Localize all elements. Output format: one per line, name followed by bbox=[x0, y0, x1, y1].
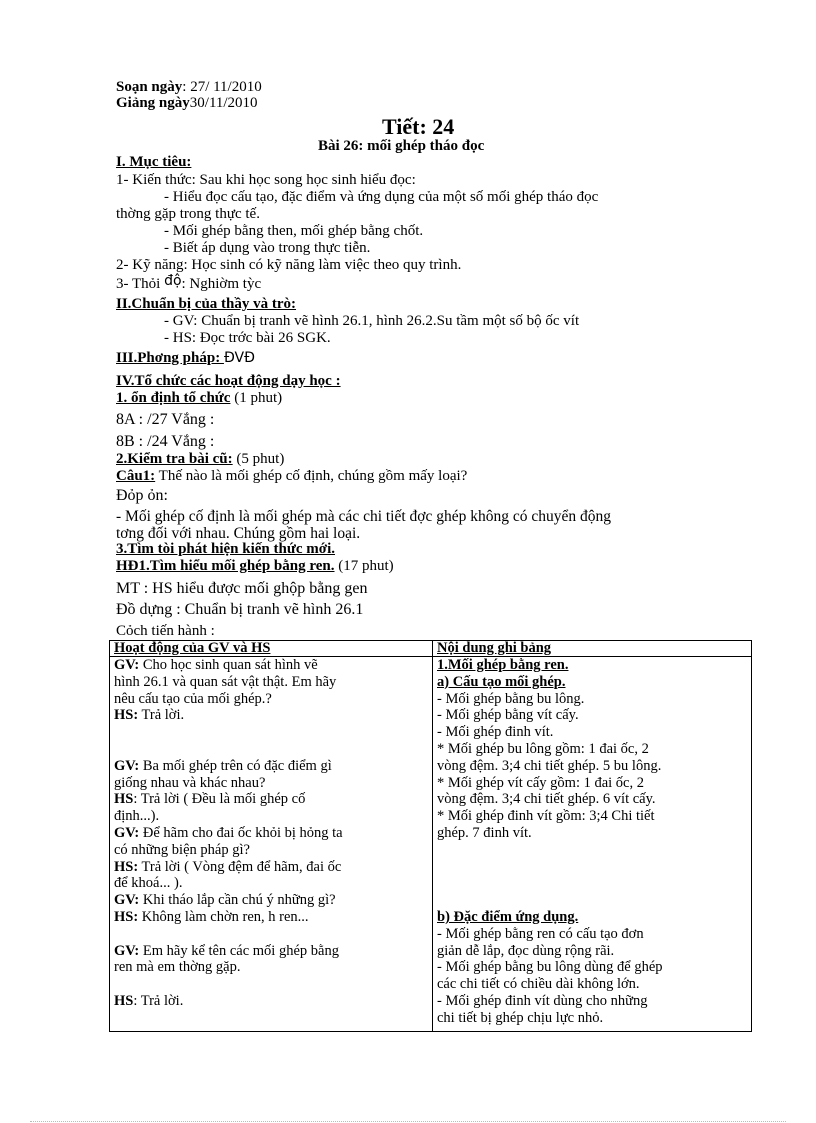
new-knowledge-heading: 3.Tìm tòi phát hiện kiến thức mới. bbox=[116, 541, 335, 557]
method-heading: III.Phơng pháp: bbox=[116, 350, 224, 366]
activity-line bbox=[114, 909, 428, 926]
prep-label: Soạn ngày bbox=[116, 79, 183, 95]
procedure-line: Cỏch tiến hành : bbox=[116, 623, 215, 639]
table-header-activities: Hoạt động của GV và HS bbox=[110, 641, 433, 657]
preparation-hs: - HS: Đọc trớc bài 26 SGK. bbox=[164, 330, 331, 346]
content-heading: 1.Mối ghép bằng ren. bbox=[437, 657, 569, 673]
activity-line bbox=[114, 926, 428, 943]
content-text: các chi tiết có chiều dài không lớn. bbox=[437, 976, 640, 993]
prep-date-line bbox=[116, 79, 262, 96]
class-8a-attendance: 8A : /27 Vắng : bbox=[116, 411, 215, 428]
speaker-label: HS bbox=[114, 992, 134, 1009]
organization-time: (1 phut) bbox=[230, 390, 283, 406]
materials-line: Đồ dựng : Chuẩn bị tranh vẽ hình 26.1 bbox=[116, 601, 364, 618]
activity-text: : Trả lời. bbox=[133, 992, 184, 1009]
activity-line bbox=[114, 741, 428, 758]
content-text: - Mối ghép bằng bu lông. bbox=[437, 690, 585, 707]
activity-text: giống nhau và khác nhau? bbox=[114, 774, 266, 791]
speaker-label: HS: bbox=[114, 707, 139, 724]
activities-heading: IV.Tổ chức các hoạt động dạy học : bbox=[116, 373, 341, 389]
activity-text: ren mà em thờng gặp. bbox=[114, 959, 241, 976]
activity-line bbox=[114, 875, 428, 892]
content-line bbox=[437, 674, 747, 691]
activity-line bbox=[114, 707, 428, 724]
activity-text: Cho học sinh quan sát hình vẽ bbox=[139, 657, 318, 673]
content-line bbox=[437, 842, 747, 859]
activities-cell bbox=[110, 657, 433, 1032]
content-line bbox=[437, 875, 747, 892]
activity-line bbox=[114, 976, 428, 993]
content-text: - Mối ghép bằng vít cấy. bbox=[437, 707, 579, 724]
activity-line bbox=[114, 657, 428, 674]
content-text: giản dễ lắp, đọc dùng rộng rãi. bbox=[437, 942, 615, 959]
activity-line bbox=[114, 691, 428, 708]
content-line bbox=[437, 859, 747, 876]
activity-text: Trả lời ( Vòng đệm để hãm, đai ốc bbox=[138, 858, 342, 875]
review-time: (5 phut) bbox=[232, 451, 285, 467]
answer-text-b: tơng đối với nhau. Chúng gồm hai loại. bbox=[116, 525, 361, 542]
activity-line bbox=[114, 842, 428, 859]
prep-date: : 27/ 11/2010 bbox=[182, 79, 262, 95]
content-heading: b) Đặc điểm ứng dụng. bbox=[437, 908, 579, 925]
teach-label: Giảng ngày bbox=[116, 95, 190, 111]
speaker-label: HS bbox=[114, 791, 134, 808]
review-heading: 2.Kiểm tra bài cũ: bbox=[116, 451, 233, 467]
activity-line bbox=[114, 993, 428, 1010]
content-line bbox=[437, 758, 747, 775]
content-line bbox=[437, 691, 747, 708]
attitude-line bbox=[116, 273, 262, 293]
activity-line bbox=[114, 808, 428, 825]
speaker-label: GV: bbox=[114, 824, 140, 841]
method-value: ĐVĐ bbox=[223, 350, 255, 366]
activity-line bbox=[114, 892, 428, 909]
preparation-heading: II.Chuẩn bị của thầy và trò: bbox=[116, 296, 297, 312]
attitude-value: : Nghiờm tỳc bbox=[181, 276, 262, 292]
activity-text: định...). bbox=[114, 808, 160, 825]
knowledge-line: 1- Kiến thức: Sau khi học song học sinh hiểu đọc: bbox=[116, 172, 416, 188]
content-line bbox=[437, 909, 747, 926]
table-header-row bbox=[110, 641, 752, 657]
method-line bbox=[116, 350, 255, 367]
table-body-row bbox=[110, 657, 752, 1032]
activity-text: Ba mối ghép trên có đặc điểm gì bbox=[139, 757, 332, 774]
speaker-label: HS: bbox=[114, 908, 139, 925]
activity-text: Để hãm cho đai ốc khỏi bị hỏng ta bbox=[139, 824, 343, 841]
content-line bbox=[437, 993, 747, 1010]
answer-text-a: - Mối ghép cố định là mối ghép mà các chi tiết đợc ghép không có chuyển động bbox=[116, 508, 612, 525]
activity-text: nêu cấu tạo của mối ghép.? bbox=[114, 690, 272, 707]
activity-text: Em hãy kể tên các mối ghép bằng bbox=[139, 942, 339, 959]
content-text: * Mối ghép bu lông gồm: 1 đai ốc, 2 bbox=[437, 740, 649, 757]
content-text: * Mối ghép vít cấy gồm: 1 đai ốc, 2 bbox=[437, 774, 644, 791]
content-line bbox=[437, 707, 747, 724]
question-text: Thế nào là mối ghép cố định, chúng gồm mấy loại? bbox=[155, 468, 468, 484]
activity-text: có những biện pháp gì? bbox=[114, 841, 250, 858]
organization-line bbox=[116, 390, 282, 407]
speaker-label: HS: bbox=[114, 858, 139, 875]
activity-line bbox=[114, 959, 428, 976]
knowledge-item-3: - Biết áp dụng vào trong thực tiễn. bbox=[164, 240, 371, 256]
content-text: - Mối ghép bằng bu lông dùng để ghép bbox=[437, 959, 663, 976]
content-line bbox=[437, 959, 747, 976]
answer-label: Đỏp ỏn: bbox=[116, 487, 168, 504]
activity-line bbox=[114, 674, 428, 691]
content-text: vòng đệm. 3;4 chi tiết ghép. 6 vít cấy. bbox=[437, 791, 656, 808]
objective-line: MT : HS hiểu được mối ghộp bằng gen bbox=[116, 580, 368, 597]
skill-line: 2- Kỹ năng: Học sinh có kỹ năng làm việc theo quy trình. bbox=[116, 257, 462, 273]
content-text: chi tiết bị ghép chịu lực nhỏ. bbox=[437, 1009, 604, 1026]
content-text: - Mối ghép đinh vít dùng cho những bbox=[437, 992, 648, 1009]
activity-text: Trả lời. bbox=[138, 707, 185, 724]
teach-date: 30/11/2010 bbox=[189, 95, 258, 111]
activity-1-time: (17 phut) bbox=[334, 558, 394, 574]
activity-1-heading: HĐ1.Tìm hiểu mối ghép bằng ren. bbox=[116, 558, 335, 574]
activity-text: hình 26.1 và quan sát vật thật. Em hãy bbox=[114, 673, 337, 690]
lesson-subtitle: Bài 26: mối ghép tháo đọc bbox=[318, 138, 485, 154]
attitude-word: độ bbox=[164, 273, 182, 289]
speaker-label: GV: bbox=[114, 657, 140, 673]
knowledge-item-1b: thờng gặp trong thực tế. bbox=[116, 206, 260, 222]
question-line bbox=[116, 468, 467, 485]
activity-line bbox=[114, 758, 428, 775]
page-bottom-border bbox=[30, 1121, 786, 1122]
content-line bbox=[437, 657, 747, 674]
content-line bbox=[437, 791, 747, 808]
lesson-title: Tiết: 24 bbox=[382, 114, 455, 139]
class-8b-attendance: 8B : /24 Vắng : bbox=[116, 433, 215, 450]
activity-line bbox=[114, 791, 428, 808]
review-line bbox=[116, 451, 284, 468]
content-line bbox=[437, 976, 747, 993]
content-line bbox=[437, 1010, 747, 1027]
activity-text: Khi tháo lắp cần chú ý những gì? bbox=[139, 892, 336, 909]
activity-1-line bbox=[116, 558, 394, 575]
content-text: ghép. 7 đinh vít. bbox=[437, 824, 532, 841]
activity-line bbox=[114, 943, 428, 960]
activity-line bbox=[114, 825, 428, 842]
speaker-label: GV: bbox=[114, 757, 140, 774]
knowledge-item-1a: - Hiểu đọc cấu tạo, đặc điểm và ứng dụng của một số mối ghép tháo đọc bbox=[164, 189, 599, 205]
content-line bbox=[437, 741, 747, 758]
activity-line bbox=[114, 724, 428, 741]
speaker-label: GV: bbox=[114, 892, 140, 909]
activity-line bbox=[114, 775, 428, 792]
content-line bbox=[437, 825, 747, 842]
content-text: - Mối ghép bằng ren có cấu tạo đơn bbox=[437, 925, 644, 942]
knowledge-item-2: - Mối ghép bằng then, mối ghép bằng chốt. bbox=[164, 223, 424, 239]
content-line bbox=[437, 926, 747, 943]
content-text: vòng đệm. 3;4 chi tiết ghép. 5 bu lông. bbox=[437, 757, 662, 774]
content-line bbox=[437, 892, 747, 909]
activity-text: để khoá... ). bbox=[114, 875, 183, 892]
content-line bbox=[437, 724, 747, 741]
teach-date-line bbox=[116, 95, 258, 112]
attitude-label: 3- Thỏi bbox=[116, 276, 165, 292]
activity-text: Không làm chờn ren, h ren... bbox=[138, 908, 309, 925]
content-text: * Mối ghép đinh vít gồm: 3;4 Chi tiết bbox=[437, 808, 655, 825]
content-heading: a) Cấu tạo mối ghép. bbox=[437, 673, 566, 690]
content-line bbox=[437, 943, 747, 960]
organization-heading: 1. ổn định tổ chức bbox=[116, 390, 231, 406]
table-header-content: Nội dung ghi bảng bbox=[433, 641, 752, 657]
speaker-label: GV: bbox=[114, 942, 140, 959]
objectives-heading: I. Mục tiêu: bbox=[116, 154, 192, 170]
activity-text: : Trả lời ( Đều là mối ghép cố bbox=[133, 791, 306, 808]
preparation-gv: - GV: Chuẩn bị tranh vẽ hình 26.1, hình 26.2.Su tầm một số bộ ốc vít bbox=[164, 313, 580, 329]
content-cell bbox=[433, 657, 752, 1032]
question-label: Câu1: bbox=[116, 468, 156, 484]
content-text: - Mối ghép đinh vít. bbox=[437, 724, 554, 741]
lesson-table bbox=[109, 640, 752, 1032]
content-line bbox=[437, 775, 747, 792]
activity-line bbox=[114, 859, 428, 876]
content-line bbox=[437, 808, 747, 825]
